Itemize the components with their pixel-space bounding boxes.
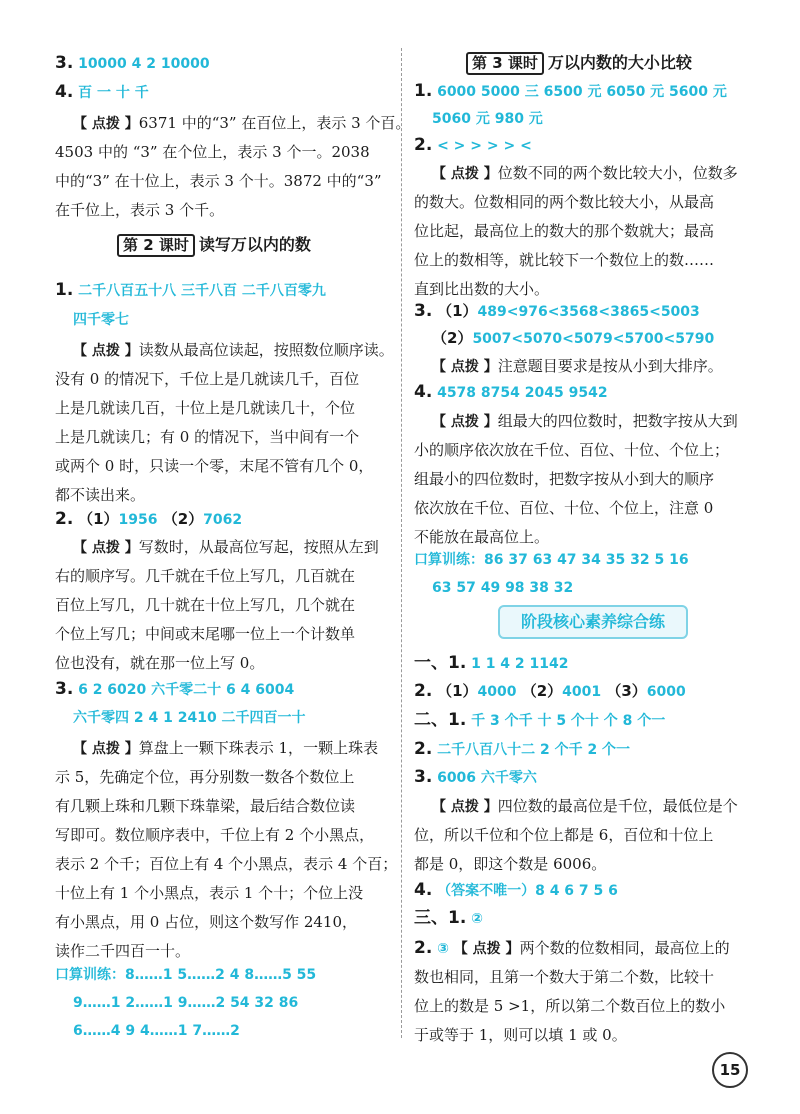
- answer-text: 10000 4 2 10000: [78, 56, 210, 72]
- answer-text: 4000: [477, 684, 517, 700]
- tip-label: 【 点拨 】: [432, 799, 498, 815]
- explanation-line: 上是几就读几；有 0 的情况下，当中间有一个: [55, 428, 360, 446]
- item-number: 2.: [414, 938, 433, 958]
- answer-row: [73, 308, 129, 331]
- item-number: 4.: [414, 880, 433, 900]
- tip-text: 读数从最高位读起，按照数位顺序读。: [138, 341, 394, 359]
- item-number: 4.: [414, 382, 433, 402]
- explanation-line: 依次放在千位、百位、十位、个位上，注意 0: [414, 499, 714, 517]
- item-number: 3.: [414, 767, 433, 787]
- item-number: 3.: [55, 679, 74, 699]
- answer-text: < > > > > <: [437, 138, 532, 154]
- explanation-line: 位，所以千位和个位上都是 6，百位和十位上: [414, 826, 714, 844]
- answer-row: [414, 766, 537, 789]
- answer-text: 6000: [646, 684, 686, 700]
- explanation-line: 或两个 0 时，只读一个零，末尾不管有几个 0，: [55, 457, 374, 475]
- explanation-line: 的数大。位数相同的两个数比较大小，从最高: [414, 193, 715, 211]
- mental-math-row: [55, 963, 316, 986]
- item-number: 2.: [55, 509, 74, 529]
- answer-row: [414, 738, 630, 761]
- answer-text: 1 1 4 2 1142: [471, 656, 569, 672]
- lesson-title: 读写万以内的数: [198, 235, 311, 254]
- answer-text: 63 57 49 98 38 32: [432, 580, 574, 596]
- explanation-line: 都是 0，即这个数是 6006。: [414, 855, 607, 873]
- tip-label: 【 点拨 】: [432, 359, 498, 375]
- answer-text: 9……1 2……1 9……2 54 32 86: [73, 995, 299, 1011]
- item-number: 2.: [414, 739, 433, 759]
- explanation-line: 位比起，最高位上的数大的那个数就大；最高: [414, 222, 715, 240]
- tip-line: [432, 162, 738, 185]
- answer-text: 6006 六千零六: [437, 770, 537, 786]
- explanation-line: 4503 中的 “3” 在个位上，表示 3 个一。2038: [55, 143, 370, 161]
- answer-text: 六千零四 2 4 1 2410 二千四百一十: [73, 710, 306, 726]
- item-number: 一、1.: [414, 653, 467, 673]
- tip-text: 位数不同的两个数比较大小，位数多: [497, 164, 738, 182]
- explanation-line: 位上的数相等，就比较下一个数位上的数……: [414, 251, 715, 269]
- explanation-line: 位上的数是 5 >1，所以第二个数百位上的数小: [414, 997, 726, 1015]
- answer-text: 四千零七: [73, 312, 129, 328]
- item-number: 三、1.: [414, 908, 467, 928]
- answer-row: [73, 706, 306, 729]
- answer-text: 489<976<3568<3865<5003: [477, 304, 700, 320]
- tip-line: [432, 795, 738, 818]
- explanation-line: 上是几就读几百，十位上是几就读几十，个位: [55, 399, 356, 417]
- answer-row: [414, 134, 532, 157]
- item-number: 二、1.: [414, 710, 467, 730]
- page-number: 15: [712, 1052, 748, 1088]
- lesson-2-heading: [117, 233, 311, 257]
- explanation-line: 写即可。数位顺序表中，千位上有 2 个小黑点，: [55, 826, 375, 844]
- answer-text: 6 2 6020 六千零二十 6 4 6004: [78, 682, 295, 698]
- tip-text: 组最大的四位数时，把数字按从大到: [497, 412, 738, 430]
- answer-text: 二千八百八十二 2 个千 2 个一: [437, 742, 631, 758]
- tip-text: 算盘上一颗下珠表示 1，一颗上珠表: [138, 739, 379, 757]
- explanation-line: 在千位上，表示 3 个千。: [55, 201, 225, 219]
- explanation-line: 个位上写几；中间或末尾哪一位上一个计数单: [55, 625, 356, 643]
- tip-line: [432, 410, 738, 433]
- tip-label: 【 点拨 】: [448, 941, 520, 957]
- answer-text: 口算训练：8……1 5……2 4 8……5 55: [55, 967, 317, 983]
- answer-row: [414, 907, 483, 930]
- explanation-line: 百位上写几，几十就在十位上写几，几个就在: [55, 596, 356, 614]
- answer-text: 二千八百五十八 三千八百 二千八百零九: [78, 283, 326, 299]
- tip-label: 【 点拨 】: [432, 414, 498, 430]
- answer-row: [414, 709, 665, 732]
- tip-text: 6371 中的“3” 在百位上，表示 3 个百。: [138, 114, 411, 132]
- mental-math-row: [73, 991, 298, 1014]
- sub-label: （2）: [157, 510, 204, 528]
- answer-text: 6000 5000 三 6500 元 6050 元 5600 元: [437, 84, 727, 100]
- explanation-line: 都不读出来。: [55, 486, 146, 504]
- explanation-line: 位也没有，就在那一位上写 0。: [55, 654, 265, 672]
- answer-text: 6……4 9 4……1 7……2: [73, 1023, 240, 1039]
- answer-row: [414, 937, 730, 960]
- sub-label: （3）: [601, 682, 647, 700]
- tip-line: [73, 112, 410, 135]
- answer-text: 1956: [118, 512, 158, 528]
- answer-text: （答案不唯一）8 4 6 7 5 6: [437, 883, 618, 899]
- tip-label: 【 点拨 】: [73, 116, 139, 132]
- explanation-line: 示 5，先确定个位，再分别数一数各个数位上: [55, 768, 355, 786]
- answer-row: [55, 81, 149, 104]
- sub-label: （1）: [78, 510, 119, 528]
- answer-row: [414, 652, 569, 675]
- tip-line: [73, 737, 378, 760]
- tip-label: 【 点拨 】: [73, 540, 139, 556]
- explanation-line: 没有 0 的情况下，千位上是几就读几千，百位: [55, 370, 360, 388]
- answer-text: 4001: [562, 684, 602, 700]
- answer-row: [414, 381, 608, 404]
- lesson-tag: 第 3 课时: [466, 52, 544, 75]
- tip-text: 两个数的位数相同，最高位上的: [519, 939, 730, 957]
- answer-row: [432, 107, 543, 130]
- explanation-line: 于或等于 1，则可以填 1 或 0。: [414, 1026, 627, 1044]
- column-divider: [401, 48, 402, 1038]
- tip-text: 注意题目要求是按从小到大排序。: [497, 357, 723, 375]
- mental-math-row: [414, 548, 689, 571]
- section-banner: 阶段核心素养综合练: [498, 605, 688, 639]
- tip-line: [432, 355, 723, 378]
- explanation-line: 读作二千四百一十。: [55, 942, 191, 960]
- tip-line: [73, 339, 394, 362]
- explanation-line: 小的顺序依次放在千位、百位、十位、个位上；: [414, 441, 730, 459]
- item-number: 2.: [414, 135, 433, 155]
- item-number: 3.: [414, 301, 433, 321]
- explanation-line: 有小黑点，用 0 占位，则这个数写作 2410，: [55, 913, 358, 931]
- item-number: 1.: [55, 280, 74, 300]
- sub-label: （1）: [437, 302, 478, 320]
- answer-text: ②: [471, 911, 483, 927]
- lesson-title: 万以内数的大小比较: [547, 53, 692, 72]
- answer-text: 4578 8754 2045 9542: [437, 385, 608, 401]
- sub-label: （2）: [516, 682, 563, 700]
- explanation-line: 数也相同，且第一个数大于第二个数，比较十: [414, 968, 715, 986]
- explanation-line: 组最小的四位数时，把数字按从小到大的顺序: [414, 470, 715, 488]
- answer-text: 千 3 个千 十 5 个十 个 8 个一: [471, 713, 666, 729]
- explanation-line: 十位上有 1 个小黑点，表示 1 个十；个位上没: [55, 884, 364, 902]
- item-number: 3.: [55, 53, 74, 73]
- answer-text: ③: [437, 941, 449, 957]
- answer-row: [55, 508, 242, 531]
- answer-row: [55, 678, 294, 701]
- mental-math-row: [73, 1019, 240, 1042]
- answer-row: [414, 680, 686, 703]
- answer-text: 7062: [203, 512, 243, 528]
- explanation-line: 右的顺序写。几千就在千位上写几，几百就在: [55, 567, 356, 585]
- tip-label: 【 点拨 】: [432, 166, 498, 182]
- answer-row: [414, 80, 727, 103]
- answer-text: 口算训练：86 37 63 47 34 35 32 5 16: [414, 552, 689, 568]
- answer-row: [432, 327, 714, 350]
- item-number: 2.: [414, 681, 433, 701]
- explanation-line: 中的“3” 在十位上，表示 3 个十。3872 中的“3”: [55, 172, 382, 190]
- tip-line: [73, 536, 379, 559]
- sub-label: （2）: [432, 329, 473, 347]
- item-number: 1.: [414, 81, 433, 101]
- tip-text: 写数时，从最高位写起，按照从左到: [138, 538, 379, 556]
- answer-row: [55, 52, 210, 75]
- explanation-line: 直到比出数的大小。: [414, 280, 550, 298]
- answer-text: 百 一 十 千: [78, 85, 149, 101]
- answer-text: 5007<5070<5079<5700<5790: [472, 331, 715, 347]
- tip-label: 【 点拨 】: [73, 741, 139, 757]
- answer-text: 5060 元 980 元: [432, 111, 543, 127]
- answer-row: [55, 279, 326, 302]
- explanation-line: 表示 2 个千；百位上有 4 个小黑点，表示 4 个百；: [55, 855, 398, 873]
- lesson-3-heading: [466, 51, 692, 75]
- explanation-line: 有几颗上珠和几颗下珠靠梁，最后结合数位读: [55, 797, 356, 815]
- tip-text: 四位数的最高位是千位，最低位是个: [497, 797, 738, 815]
- item-number: 4.: [55, 82, 74, 102]
- lesson-tag: 第 2 课时: [117, 234, 195, 257]
- tip-label: 【 点拨 】: [73, 343, 139, 359]
- answer-row: [414, 300, 700, 323]
- mental-math-row: [432, 576, 573, 599]
- explanation-line: 不能放在最高位上。: [414, 528, 550, 546]
- answer-row: [414, 879, 618, 902]
- sub-label: （1）: [437, 682, 478, 700]
